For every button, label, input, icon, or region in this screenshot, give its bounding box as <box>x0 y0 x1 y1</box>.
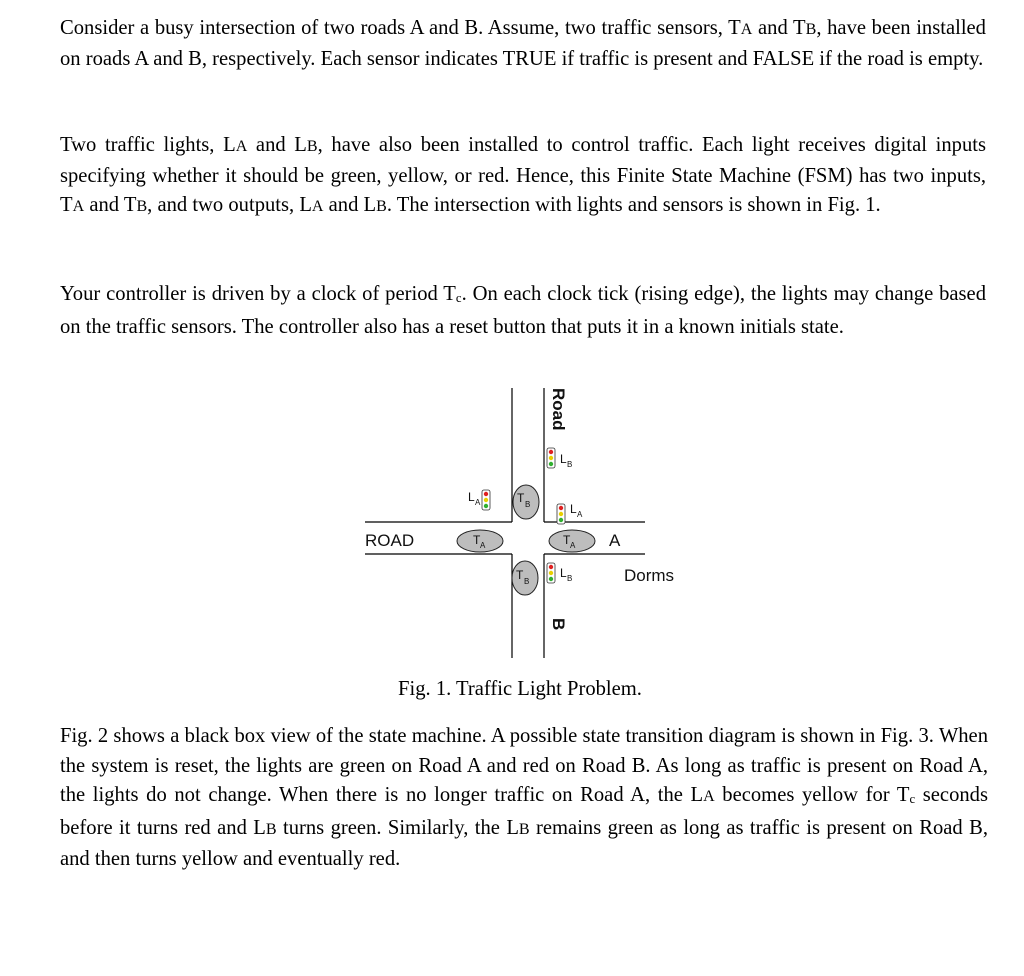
sensor-ta-west <box>457 530 503 552</box>
sensor-letter: T <box>563 533 571 547</box>
traffic-light-lb-north <box>547 448 572 469</box>
subscript-a: A <box>311 198 324 215</box>
road-lines <box>365 388 645 658</box>
light-sub: B <box>567 574 573 583</box>
traffic-light-la-west <box>468 490 490 510</box>
text-run: . On each clock tick (rising edge), the lights may change based on the traffic sensors. The controller also has a reset button that puts it in a known initials state. <box>60 283 986 339</box>
text-run: turns green. Similarly, the L <box>276 817 519 840</box>
subscript-c: c <box>909 791 916 806</box>
text-run: Fig. 2 shows a black box view of the state machine. A possible state transition diagram is shown in Fig. 3. When the system is reset, the lights are green on Road A and red on Road B. As long as traffic is present on Road A, the lights do not change. When there is no longer traffic on Road A, the L <box>60 725 988 806</box>
light-letter: L <box>468 490 475 504</box>
road-a-letter: A <box>609 531 621 550</box>
subscript-a: A <box>703 788 715 805</box>
text-run: and T <box>752 17 806 39</box>
text-run: . The intersection with lights and sensors is shown in Fig. 1. <box>386 194 881 216</box>
sensor-tb-south <box>512 561 538 595</box>
traffic-light-lb-south <box>547 563 572 583</box>
subscript-a: A <box>235 138 248 155</box>
intersection-figure <box>355 380 695 665</box>
paragraph-state-machine <box>60 722 988 874</box>
text-run: and T <box>84 194 137 216</box>
road-a-label: ROAD <box>365 531 415 550</box>
sensor-sub: B <box>524 577 530 586</box>
light-sub: B <box>567 460 573 469</box>
road-b-letter: B <box>549 618 568 631</box>
sensor-tb-north <box>513 485 539 519</box>
subscript-b: B <box>136 198 148 215</box>
sensor-letter: T <box>473 533 481 547</box>
paragraph-sensors <box>60 14 986 74</box>
text-run: , have been installed on roads A and B, respectively. Each sensor indicates TRUE if traffic is present and FALSE if the road is empty. <box>60 17 986 70</box>
road-b-label: Road <box>549 388 568 431</box>
traffic-light-la-east <box>557 502 583 524</box>
subscript-a: A <box>72 198 85 215</box>
light-letter: L <box>560 566 567 580</box>
figure-caption: Fig. 1. Traffic Light Problem. <box>398 678 642 700</box>
sensor-sub: A <box>570 541 576 550</box>
text-run: Your controller is driven by a clock of period T <box>60 283 456 305</box>
text-run: , have also been installed to control traffic. Each light receives digital inputs specifying whether it should be green, yellow, or red. Hence, this Finite State Machine (FSM) has two inputs, T <box>60 134 986 216</box>
subscript-b: B <box>805 21 817 38</box>
sensor-ta-east <box>549 530 595 552</box>
sensor-letter: T <box>517 491 525 505</box>
paragraph-lights <box>60 131 986 222</box>
text-run: Consider a busy intersection of two roads A and B. Assume, two traffic sensors, T <box>60 17 741 39</box>
subscript-b: B <box>376 198 387 215</box>
dorms-label: Dorms <box>624 566 675 585</box>
subscript-a: A <box>740 21 753 38</box>
text-run: and L <box>323 194 377 216</box>
sensor-sub: B <box>525 500 531 509</box>
sensor-letter: T <box>516 568 524 582</box>
subscript-b: B <box>265 821 277 839</box>
text-run: seconds before it turns red and L <box>60 784 988 840</box>
text-run: remains green as long as traffic is present on Road B, and then turns yellow and eventually red. <box>60 817 989 870</box>
paragraph-clock <box>60 280 986 343</box>
subscript-b: B <box>306 138 318 155</box>
light-sub: A <box>577 510 583 519</box>
text-run: , and two outputs, L <box>147 194 312 216</box>
light-letter: L <box>570 502 577 516</box>
light-letter: L <box>560 452 567 466</box>
subscript-c: c <box>455 290 462 305</box>
sensor-sub: A <box>480 541 486 550</box>
light-sub: A <box>475 498 481 507</box>
text-run: Two traffic lights, L <box>60 134 236 156</box>
text-run: and L <box>247 134 307 156</box>
text-run: becomes yellow for T <box>714 784 910 806</box>
subscript-b: B <box>518 821 530 839</box>
